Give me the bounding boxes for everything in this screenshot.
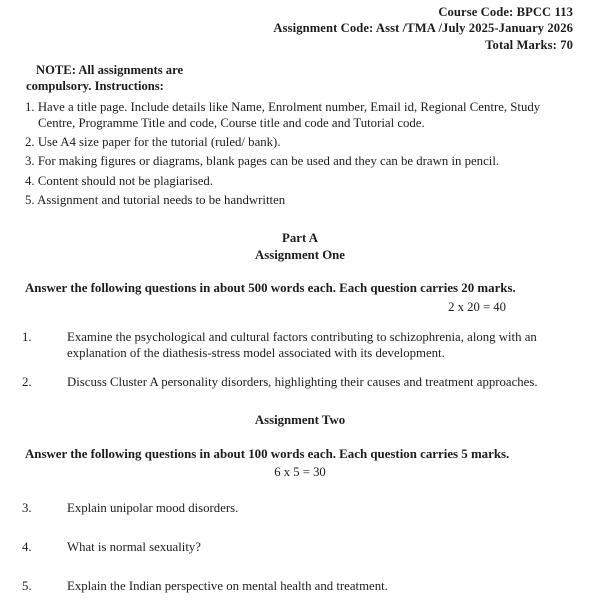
question-number: 1. [22, 329, 32, 344]
question-text: Explain the Indian perspective on mental health and treatment. [67, 578, 388, 593]
question-number: 2. [22, 374, 32, 389]
assignment-one-heading: Assignment One [255, 247, 345, 262]
instruction-number: 2. [25, 135, 35, 150]
question-number: 4. [22, 540, 32, 555]
note-block [0, 62, 600, 94]
question-item [22, 578, 576, 595]
assignment-one-questions [0, 329, 600, 391]
instruction-number: 1. [25, 99, 35, 114]
instruction-number: 4. [25, 173, 35, 188]
course-code: Course Code: BPCC 113 [438, 5, 573, 19]
note-line-1: NOTE: All assignments are [36, 63, 184, 78]
instruction-item [25, 153, 570, 170]
question-text: What is normal sexuality? [67, 540, 201, 555]
instruction-item [25, 99, 570, 132]
question-item [22, 374, 576, 391]
assignment-code: Assignment Code: Asst /TMA /July 2025-January 2026 [273, 21, 573, 36]
assignment-two-heading: Assignment Two [254, 413, 346, 428]
question-text: Explain unipolar mood disorders. [67, 501, 239, 516]
question-text: Examine the psychological and cultural factors contributing to schizophrenia, along with an explanation of the diathesis-stress model associated with its development. [67, 329, 537, 361]
assignment-one-directive: Answer the following questions in about 500 words each. Each question carries 20 marks. [25, 281, 516, 296]
question-text: Discuss Cluster A personality disorders, highlighting their causes and treatment approaches. [67, 374, 538, 389]
assignment-two-marks: 6 x 5 = 30 [274, 465, 326, 480]
assignment-one-marks: 2 x 20 = 40 [448, 299, 506, 314]
instruction-number: 3. [25, 154, 35, 169]
question-number: 5. [22, 578, 32, 593]
assignment-two-questions [0, 500, 600, 594]
instruction-item [25, 173, 570, 190]
instruction-number: 5. [25, 192, 35, 207]
question-item [22, 500, 576, 517]
question-item [22, 329, 576, 362]
instruction-item [25, 134, 570, 151]
part-a-heading: Part A [282, 231, 318, 246]
document-header [0, 0, 600, 53]
instruction-text: Content should not be plagiarised. [37, 173, 214, 188]
question-number: 3. [22, 501, 32, 516]
instruction-text: Assignment and tutorial needs to be handwritten [37, 192, 286, 207]
instruction-item [25, 192, 570, 209]
instruction-text: For making figures or diagrams, blank pages can be used and they can be drawn in pencil. [37, 154, 500, 169]
instruction-text: Have a title page. Include details like Name, Enrolment number, Email id, Regional Centre, Study Centre, Programme Title and code, Course title and code and Tutorial code. [37, 99, 541, 131]
assignment-two-directive: Answer the following questions in about 100 words each. Each question carries 5 marks. [25, 446, 510, 461]
total-marks: Total Marks: 70 [485, 37, 573, 52]
instruction-text: Use A4 size paper for the tutorial (ruled/ bank). [37, 135, 281, 150]
question-item [22, 539, 576, 556]
note-line-2: compulsory. Instructions: [26, 79, 164, 94]
instructions-list [0, 99, 600, 209]
